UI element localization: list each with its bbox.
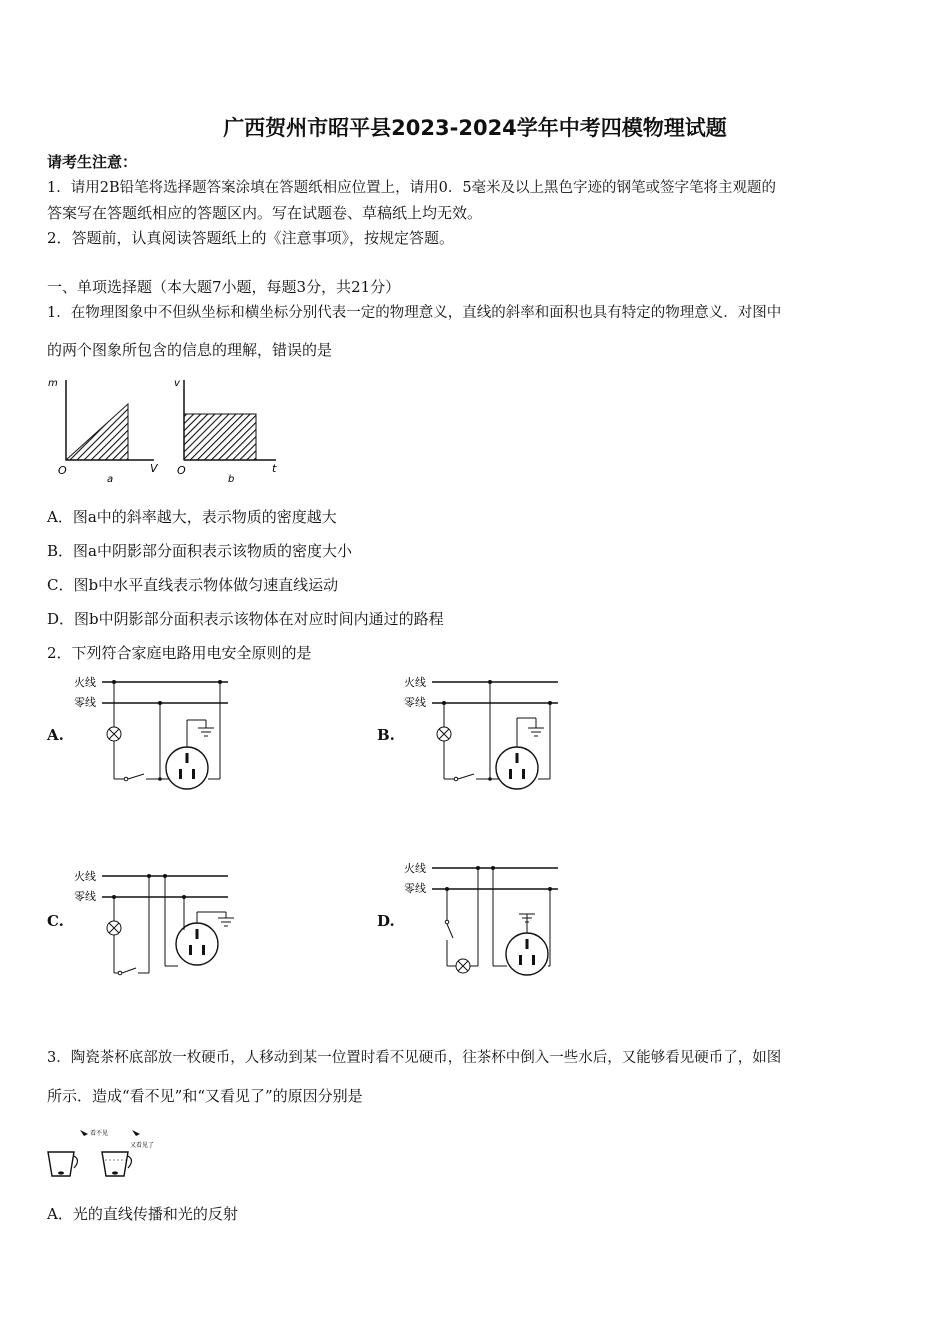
q1-option-a: A．图a中的斜率越大，表示物质的密度越大 — [47, 508, 337, 526]
notice-item-1-line-2: 答案写在答题纸相应的答题区内。写在试题卷、草稿纸上均无效。 — [47, 204, 483, 222]
circuit-b — [404, 672, 564, 797]
graph-b — [174, 378, 277, 485]
graph-a-x-axis-label: V — [150, 462, 158, 475]
q1-option-d: D．图b中阴影部分面积表示该物体在对应时间内通过的路程 — [47, 610, 444, 628]
graph-b-y-axis-label: v — [174, 378, 180, 389]
switch-icon — [447, 924, 453, 938]
circuit-c — [74, 860, 239, 985]
neutral-wire-label: 零线 — [404, 696, 426, 709]
notice-heading: 请考生注意： — [47, 153, 138, 171]
q1-option-c: C．图b中水平直线表示物体做匀速直线运动 — [47, 576, 339, 594]
switch-icon — [128, 774, 144, 779]
page-title: 广西贺州市昭平县2023-2024学年中考四模物理试题 — [223, 116, 727, 140]
cup-visible-again — [102, 1130, 154, 1176]
q1-stem-line-2: 的两个图象所包含的信息的理解，错误的是 — [47, 341, 333, 359]
q2-label-b: B. — [377, 726, 395, 744]
switch-icon — [122, 968, 136, 973]
graph-a — [48, 378, 159, 485]
circuit-d — [404, 858, 569, 983]
circuit-a — [74, 672, 234, 797]
q3-stem-line-2: 所示．造成“看不见”和“又看见了”的原因分别是 — [47, 1087, 363, 1105]
neutral-wire-label: 零线 — [74, 696, 96, 709]
coin-icon — [112, 1171, 118, 1174]
ground-icon — [528, 728, 544, 736]
q2-label-a: A. — [47, 726, 64, 744]
q2-stem: 2．下列符合家庭电路用电安全原则的是 — [47, 644, 312, 662]
q1-stem-line-1: 1．在物理图象中不但纵坐标和横坐标分别代表一定的物理意义，直线的斜率和面积也具有特定的物理意义．对图中 — [47, 305, 782, 321]
q2-label-d: D. — [377, 912, 395, 930]
q1-graphs — [44, 372, 294, 492]
live-wire-label: 火线 — [404, 676, 426, 689]
graph-b-x-axis-label: t — [272, 462, 277, 475]
ground-icon — [198, 728, 214, 736]
q3-stem-line-1: 3．陶瓷茶杯底部放一枚硬币，人移动到某一位置时看不见硬币，往茶杯中倒入一些水后，又能够看见硬币了，如图 — [47, 1050, 782, 1066]
cup-not-visible — [48, 1129, 108, 1176]
q1-option-b: B．图a中阴影部分面积表示该物质的密度大小 — [47, 542, 352, 560]
cup1-label: 看不见 — [90, 1130, 109, 1137]
eye-icon — [80, 1130, 88, 1136]
live-wire-label: 火线 — [74, 870, 96, 883]
notice-item-1-line-1: 1．请用2B铅笔将选择题答案涂填在答题纸相应位置上，请用0．5毫米及以上黑色字迹的钢笔或签字笔将主观题的 — [47, 180, 777, 196]
q3-option-a: A．光的直线传播和光的反射 — [47, 1205, 238, 1223]
section-1-heading: 一、单项选择题（本大题7小题，每题3分，共21分） — [47, 278, 401, 296]
eye-icon — [132, 1130, 140, 1136]
live-wire-label: 火线 — [404, 862, 426, 875]
neutral-wire-label: 零线 — [74, 890, 96, 903]
cup2-label: 又看见了 — [130, 1142, 155, 1149]
graph-b-origin-label: O — [177, 464, 186, 477]
q2-label-c: C. — [47, 912, 64, 930]
coin-icon — [58, 1171, 64, 1174]
graph-a-origin-label: O — [58, 464, 67, 477]
notice-item-2: 2．答题前，认真阅读答题纸上的《注意事项》，按规定答题。 — [47, 229, 455, 247]
switch-icon — [458, 774, 474, 779]
neutral-wire-label: 零线 — [404, 882, 426, 895]
ground-icon — [218, 918, 234, 926]
q3-cups-figure — [44, 1124, 174, 1184]
graph-a-caption: a — [107, 474, 114, 485]
live-wire-label: 火线 — [74, 676, 96, 689]
graph-b-caption: b — [228, 474, 235, 485]
graph-a-y-axis-label: m — [48, 378, 58, 389]
